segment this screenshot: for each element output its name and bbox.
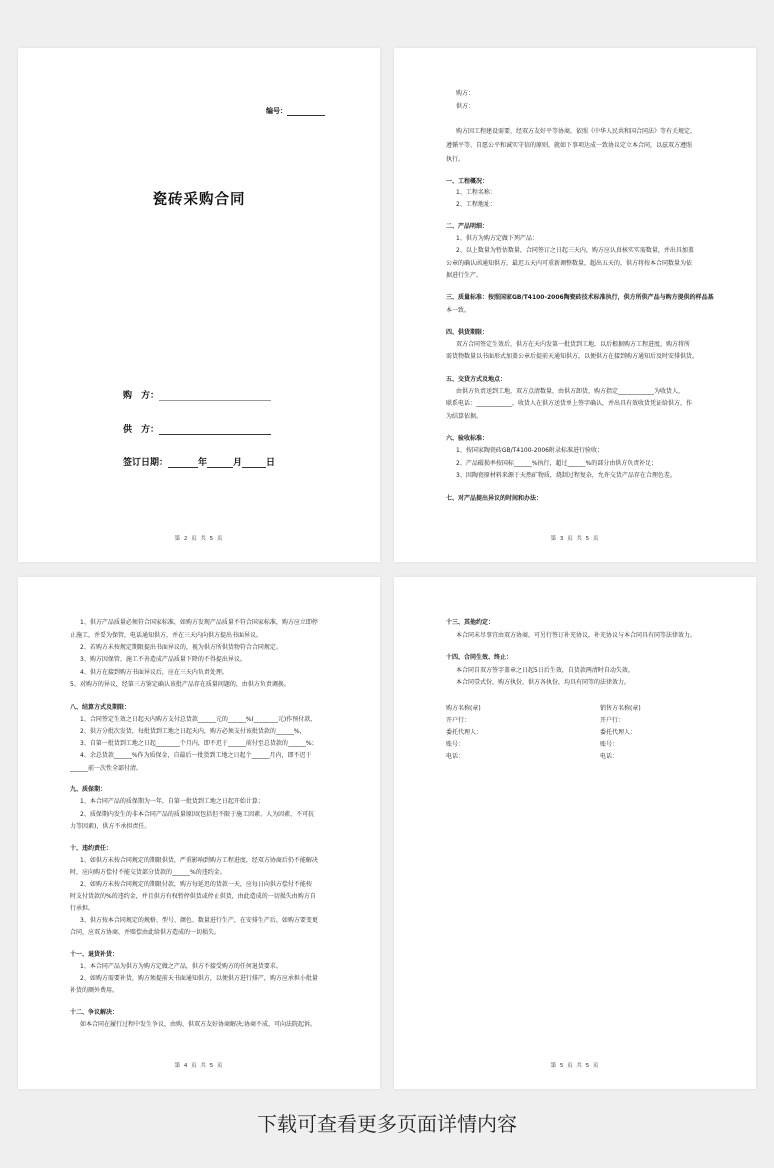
section-heading: 十四、合同生效、终止： [446,654,513,661]
signature-right-field: 委托代理人： [600,729,637,736]
seller-label: 供 方： [123,425,160,435]
contract-title: 瓷砖采购合同 [152,192,246,208]
body-line: 2、以上数量为暂估数量，合同签订之日起三天内，购方应认真核实实需数量，并出具加盖 [456,247,694,254]
body-line: 本一致。 [446,307,471,314]
month-label: 月 [233,458,243,468]
sign-date-field [123,455,275,468]
contract-number-label: 编号： [266,107,287,115]
year-line [168,459,198,468]
signature-left-field: 电话： [446,753,465,760]
contract-number [266,106,325,116]
body-line: 双方合同签定生效后，供方在天内发第一批货到工地，以后根据购方工程进度，购方将所 [456,341,691,348]
body-line: 如本合同在履行过程中发生争议，由购、供双方友好协商解决;协商不成，可向法院起诉。 [80,1021,317,1028]
page-number: 第 2 页 共 5 页 [174,536,224,542]
body-line: 需货物数量以书面形式加盖公章后提前天通知供方，以便供方在接到购方通知后及时安排供货。 [446,353,699,360]
body-line: 执行。 [446,156,465,163]
page-2-cover [18,48,380,562]
day-line [242,459,266,468]
section-heading: 八、结算方式及期限： [70,704,131,711]
body-line: 1、工程名称： [456,189,496,196]
body-line: 1、合同签定生效之日起天内购方支付总货款______元的______%(________元)作预付款， [80,716,317,723]
signature-right-field: 开户行： [600,717,625,724]
body-line: 2、工程地址： [456,201,496,208]
body-line: 3、购方因保管、施工不善造成产品质量下降的不得提出异议。 [80,656,246,663]
page-3 [394,48,756,562]
section-heading: 十三、其他约定： [446,619,495,626]
buyer-field [123,388,271,401]
section-heading: 二、产品明细： [446,223,489,230]
body-line: 5、对购方的异议，经第三方鉴定确认该批产品存在质量问题的，由供方负责调换。 [70,681,290,688]
signature-left-field: 购方名称(章) [446,705,481,712]
body-line: 1、本合同产品为供方为购方定做之产品，供方不接受购方的任何退货要求。 [80,963,282,970]
body-line: 力等因素)，供方不承担责任。 [70,823,151,830]
section-heading: 三、质量标准：按照国家GB/T4100-2006陶瓷砖技术标准执行，供方所供产品与购方提供的样品基 [446,294,714,301]
body-line: 1、按国家陶瓷砖GB/T4100-2006附录标准进行验收； [456,447,603,454]
section-heading: 五、交货方式及地点： [446,376,507,383]
body-line: 由供方负责送到工地，双方点清数量，由供方卸货，购方指定____________为收货人， [456,388,685,395]
section-heading: 九、质保期： [70,786,107,793]
body-line: 1、如供方未按合同规定的期限供货，严重影响到购方工程进度，经双方协商后仍不能解决 [80,857,318,864]
body-line: 2、如购方需要补货，购方须提前天书面通知供方，以便供方进行排产，购方应承担小批量 [80,975,318,982]
section-heading: 一、工程概况： [446,178,489,185]
section-heading: 十、违约责任： [70,845,113,852]
body-line: 据进行生产。 [446,272,483,279]
page-number: 第 4 页 共 5 页 [174,1063,224,1069]
day-label: 日 [266,458,276,468]
body-line: 1、本合同产品的质保期为一年，自第一批货到工地之日起开始计算； [80,798,264,805]
seller-line [159,426,271,435]
body-line: ______前一次性全部付清。 [70,765,143,772]
body-line: 联系电话：____________，收货人在供方送货单上签字确认，并出具有效收货凭证给供方，作 [446,400,693,407]
signature-left-field: 委托代理人： [446,729,483,736]
section-heading: 十二、争议解决： [70,1009,119,1016]
body-line: 时，应向购方偿付不能交货部分货款的______%的违约金。 [70,869,226,876]
body-line: 2、质保期内发生的非本合同产品的质量原因(包括但不限于施工因素、人为因素、不可抗 [80,811,315,818]
section-heading: 十一、退货补货： [70,951,119,958]
seller-field [123,422,271,435]
body-line: 遵循平等、自愿公平和诚实守信的原则，就如下事项达成一致协议定立本合同，以兹双方遵照 [446,142,693,149]
page-number: 第 3 页 共 5 页 [550,536,600,542]
signature-right-field: 销售方名称(章) [600,705,641,712]
sign-date-label: 签订日期： [123,458,169,468]
page-5 [394,577,756,1089]
body-line: 购方因工程建设需要，经双方友好平等协商，依照《中华人民共和国合同法》等有关规定， [456,128,697,135]
body-line: 3、自第一批货到工地之日起________个月内，即不迟于______前付至总货款的______%； [80,740,318,747]
signature-left-field: 开户行： [446,717,471,724]
body-line: 时支付货款的%的违约金，并且供方有权暂停供货或停止供货，由此造成的一切损失由购方自 [70,893,316,900]
month-line [207,459,233,468]
body-line: 1、供方为购方定做下列产品： [456,235,538,242]
body-line: 本合同壹式份，购方执份，供方各执份，均具有同等的法律效力。 [456,679,631,686]
body-line: 为结算依据。 [446,413,483,420]
year-label: 年 [198,458,208,468]
body-line: 2、供方分批次发货，每批货到工地之日起天内，购方必须支付该批货款的______%， [80,728,306,735]
buyer-line [159,392,271,401]
section-heading: 六、验收标准： [446,435,489,442]
signature-right-field: 电话： [600,753,619,760]
signature-right-field: 账号： [600,741,619,748]
body-line: 2、产品破损率按国标______%执行，超过______%的部分由供方负责补足； [456,460,658,467]
body-line: 公章的确认函通知供方，最迟五天内可重新调整数量，超出五天的，供方将按本合同数量为依 [446,260,693,267]
page-4 [18,577,380,1089]
body-line: 2、若购方未按规定期限提出书面异议的，视为供方所供货物符合合同规定。 [80,644,282,651]
body-line: 本合同自双方签字盖章之日起5日后生效，自货款两清时自动失效。 [456,667,634,674]
body-line: 1、供方产品质量必须符合国家标准，如购方发现产品质量不符合国家标准，购方应立即停 [80,619,318,626]
body-line: 止施工，并妥为保管，电话通知供方，并在三天内向供方提出书面异议。 [70,632,263,639]
body-line: 供方： [456,103,475,110]
body-line: 合同，应双方协商，并赔偿由此给供方造成的一切损失。 [70,929,221,936]
signature-left-field: 账号： [446,741,465,748]
body-line: 4、余总货款______%作为质保金，自最后一批货到工地之日起个______月内，即不迟于 [80,752,312,759]
body-line: 3、供方按本合同规定的规格、型号、颜色、数量进行生产，在安排生产后，如购方要变更 [80,917,318,924]
body-line: 购方： [456,90,475,97]
body-line: 2、如购方未按合同规定的期限付款，购方每延迟的货款一天，应每日向供方偿付不能按 [80,881,312,888]
body-line: 4、供方在接到购方书面异议后，应在三天内负责处理。 [80,669,228,676]
contract-number-line [287,107,325,116]
body-line: 补货的额外费用。 [70,987,119,994]
buyer-label: 购 方： [123,391,160,401]
section-heading: 四、供货期限： [446,329,489,336]
body-line: 本合同未尽事宜由双方协商，可另行签订补充协议，补充协议与本合同具有同等法律效力。 [456,632,697,639]
body-line: 行承担。 [70,905,95,912]
body-line: 3、因陶瓷原材料来源于天然矿物质，烧制过程复杂，允许交货产品存在合理色差。 [456,472,676,479]
download-footer-text: 下载可查看更多页面详情内容 [257,1112,517,1136]
page-number: 第 5 页 共 5 页 [550,1063,600,1069]
section-heading: 七、对产品提出异议的时间和办法： [446,495,543,502]
